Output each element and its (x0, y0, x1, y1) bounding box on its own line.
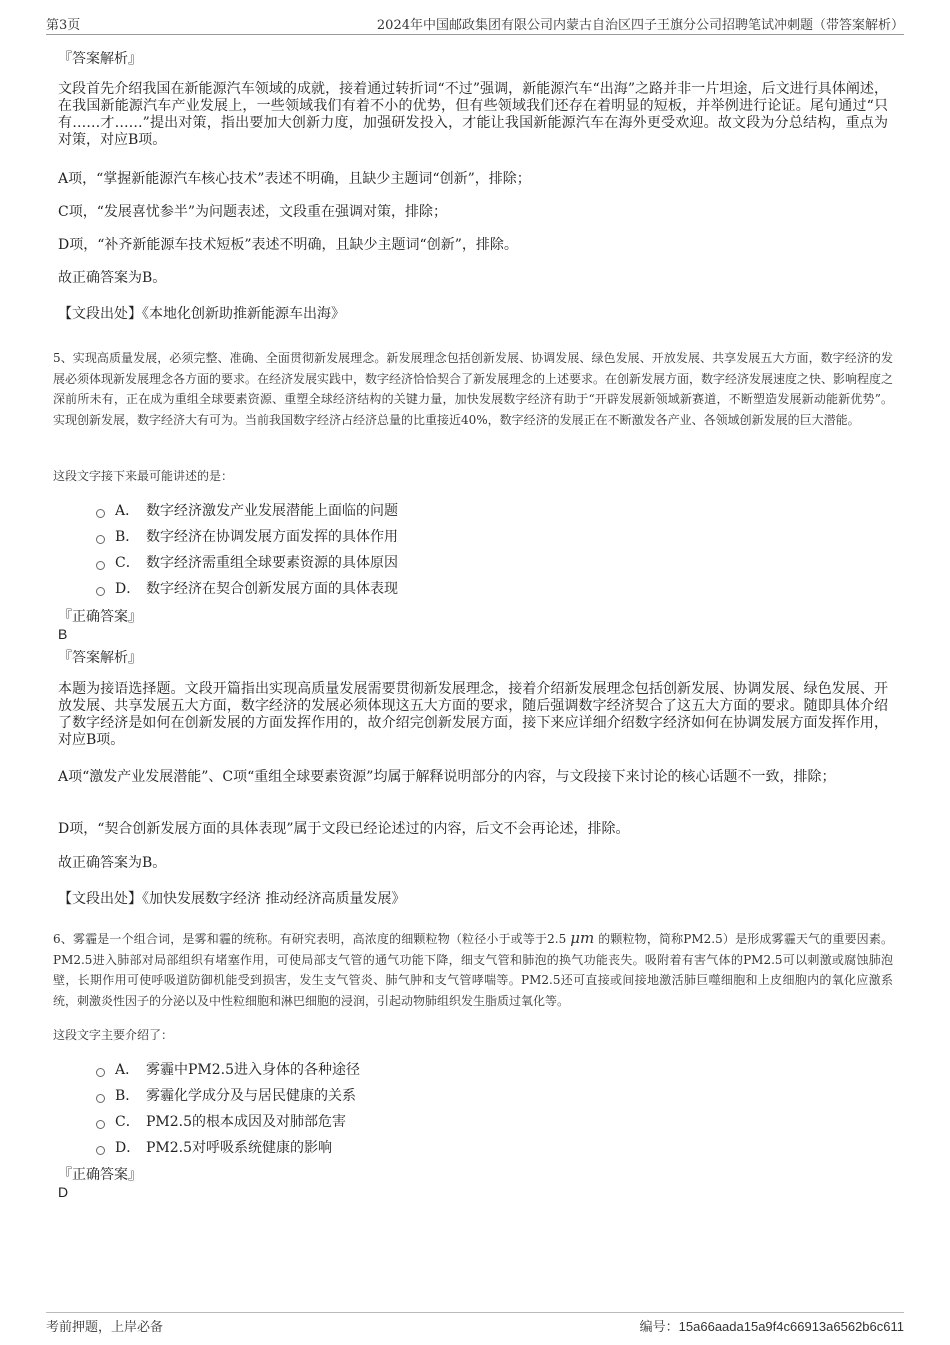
question-5-analysis: 本题为接语选择题。文段开篇指出实现高质量发展需要贯彻新发展理念，接着介绍新发展理念包括创新发展、协调发展、绿色发展、开放发展、共享发展五大方面，数字经济的发展必须体现这五大方面的要求，随后强调数字经济契合了这五大方面的要求。随即具体介绍了数字经济是如何在创新发展的方面发挥作用的，故介绍完创新发展方面，接下来应详细介绍数字经济如何在协调发展方面发挥作用，对应B项。 (58, 681, 888, 748)
question-5-answer: B (58, 626, 68, 642)
question-6-option-b[interactable]: B． 雾霾化学成分及与居民健康的关系 (96, 1085, 356, 1105)
footer-slogan: 考前押题，上岸必备 (46, 1320, 164, 1335)
page-number: 第3页 (46, 18, 81, 33)
analysis-paragraph: 文段首先介绍我国在新能源汽车领域的成就，接着通过转折词“不过”强调，新能源汽车“出海”之路并非一片坦途，后文进行具体阐述，在我国新能源汽车产业发展上，一些领域我们有着不小的优势，但有些领域我们还存在着明显的短板，并举例进行论证。尾句通过“只有……才……”提出对策，指出要加大创新力度，加强研发投入，才能让我国新能源汽车在海外更受欢迎。故文段为分总结构，重点为对策，对应B项。 (58, 81, 888, 148)
radio-icon[interactable] (96, 587, 105, 596)
answer-label: 『正确答案』 (58, 1167, 142, 1183)
page-header (46, 14, 904, 35)
analysis-label: 『答案解析』 (58, 51, 142, 67)
radio-icon[interactable] (96, 1094, 105, 1103)
analysis-label: 『答案解析』 (58, 650, 142, 666)
analysis-option-a: A项，“掌握新能源汽车核心技术”表述不明确，且缺少主题词“创新”，排除； (58, 171, 531, 187)
question-5-stem: 5、实现高质量发展，必须完整、准确、全面贯彻新发展理念。新发展理念包括创新发展、协调发展、绿色发展、开放发展、共享发展五大方面，数字经济的发展必须体现新发展理念各方面的要求。在经济发展实践中，数字经济恰恰契合了新发展理念的上述要求。在创新发展方面，数字经济发展速度之快、影响程度之深前所未有，正在成为重组全球要素资源、重塑全球经济结构的关键力量，加快发展数字经济有助于“开辟发展新领域新赛道，不断塑造发展新动能新优势”。实现创新发展，数字经济大有可为。当前我国数字经济占经济总量的比重接近40%，数字经济的发展正在不断激发各产业、各领域创新发展的巨大潜能。 (53, 351, 894, 427)
question-6-option-a[interactable]: A． 雾霾中PM2.5进入身体的各种途径 (96, 1059, 360, 1079)
radio-icon[interactable] (96, 509, 105, 518)
analysis-conclusion: 故正确答案为B。 (58, 270, 167, 286)
question-6-option-d[interactable]: D． PM2.5对呼吸系统健康的影响 (96, 1137, 332, 1157)
question-5-conclusion: 故正确答案为B。 (58, 855, 167, 871)
question-6-option-c[interactable]: C． PM2.5的根本成因及对肺部危害 (96, 1111, 346, 1131)
question-5-analysis-ac: A项“激发产业发展潜能”、C项“重组全球要素资源”均属于解释说明部分的内容，与文段接下来讨论的核心话题不一致，排除； (58, 769, 836, 785)
question-6-stem: 6、雾霾是一个组合词，是雾和霾的统称。有研究表明，高浓度的细颗粒物（粒径小于或等于2.5 μm 的颗粒物，简称PM2.5）是形成雾霾天气的重要因素。PM2.5进入肺部对局部组织有堵塞作用，可使局部支气管的通气功能下降，细支气管和肺泡的换气功能丧失。吸附着有害气体的PM2.5可以刺激或腐蚀肺泡壁，长期作用可使呼吸道防御机能受到损害，发生支气管炎、肺气肿和支气管哮喘等。PM2.5还可直接或间接地激活肺巨噬细胞和上皮细胞内的氧化应激系统，刺激炎性因子的分泌以及中性粒细胞和淋巴细胞的浸润，引起动物肺组织发生脂质过氧化等。 (53, 929, 893, 1008)
question-5-option-c[interactable]: C． 数字经济需重组全球要素资源的具体原因 (96, 552, 398, 572)
answer-label: 『正确答案』 (58, 609, 142, 625)
radio-icon[interactable] (96, 1146, 105, 1155)
document-code: 编号：15a66aada15a9f4c66913a6562b6c611 (639, 1319, 904, 1335)
question-6-answer: D (58, 1184, 69, 1200)
question-5-option-a[interactable]: A． 数字经济激发产业发展潜能上面临的问题 (96, 500, 398, 520)
page-footer (46, 1312, 904, 1335)
unit-mu: μm (570, 929, 595, 947)
question-5-option-d[interactable]: D． 数字经济在契合创新发展方面的具体表现 (96, 578, 398, 598)
radio-icon[interactable] (96, 1068, 105, 1077)
radio-icon[interactable] (96, 561, 105, 570)
analysis-option-d: D项，“补齐新能源车技术短板”表述不明确，且缺少主题词“创新”，排除。 (58, 237, 518, 253)
radio-icon[interactable] (96, 535, 105, 544)
question-6-prompt: 这段文字主要介绍了： (53, 1028, 174, 1042)
question-5-prompt: 这段文字接下来最可能讲述的是： (53, 469, 234, 483)
passage-source: 【文段出处】《加快发展数字经济 推动经济高质量发展》 (58, 891, 406, 907)
passage-source: 【文段出处】《本地化创新助推新能源车出海》 (58, 306, 345, 322)
document-title: 2024年中国邮政集团有限公司内蒙古自治区四子王旗分公司招聘笔试冲刺题（带答案解析） (376, 18, 904, 33)
radio-icon[interactable] (96, 1120, 105, 1129)
analysis-option-c: C项，“发展喜忧参半”为问题表述，文段重在强调对策，排除； (58, 204, 448, 220)
question-5-option-b[interactable]: B． 数字经济在协调发展方面发挥的具体作用 (96, 526, 398, 546)
question-5-analysis-d: D项，“契合创新发展方面的具体表现”属于文段已经论述过的内容，后文不会再论述，排除。 (58, 821, 630, 837)
